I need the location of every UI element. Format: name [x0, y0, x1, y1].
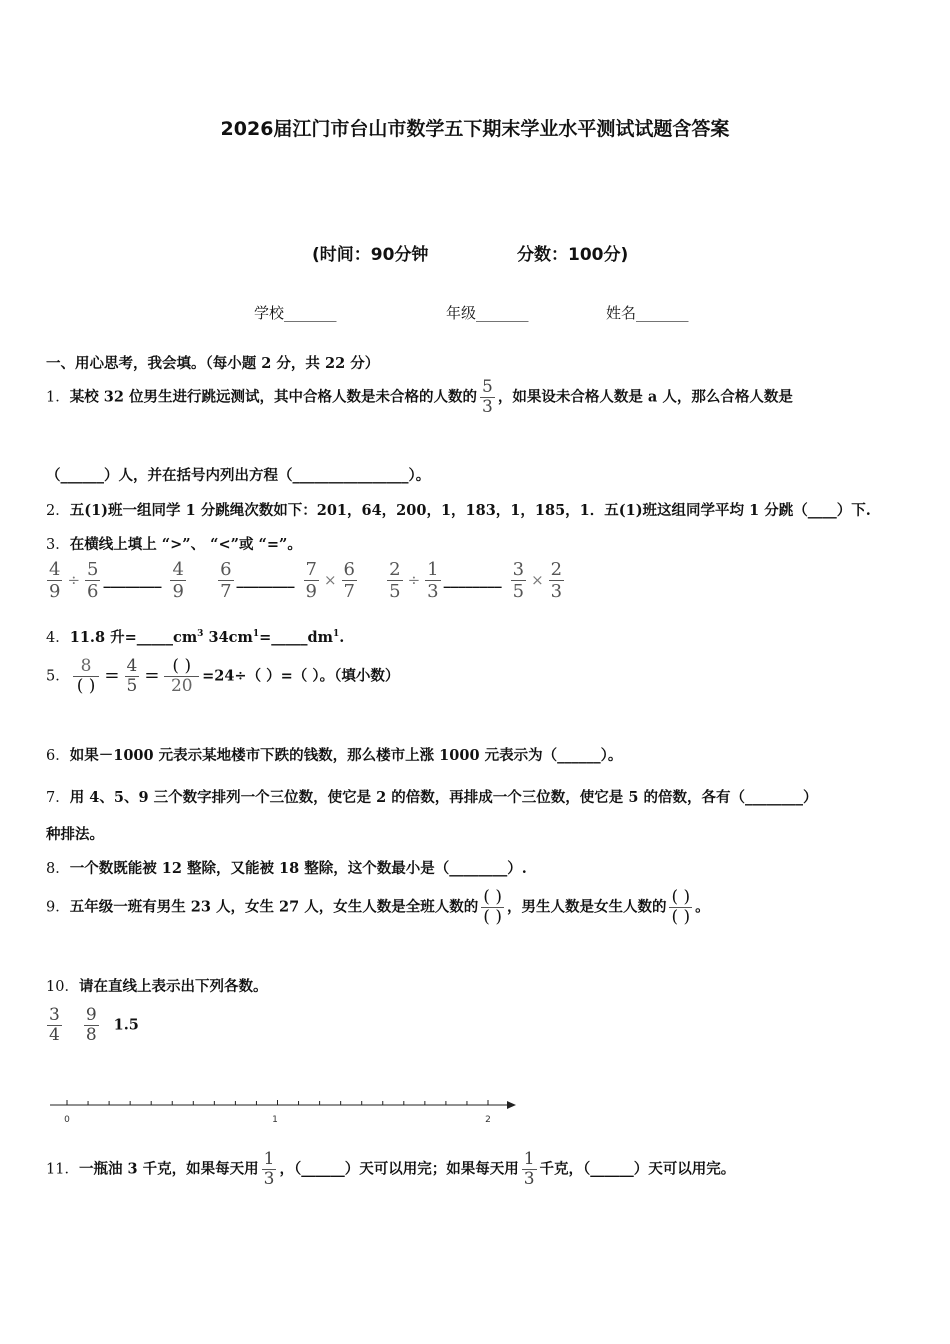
divide-symbol: ÷ [407, 570, 421, 589]
axis-label: 0 [64, 1115, 70, 1125]
fraction: $\frac{5}{6}$ [87, 559, 99, 602]
question-3 [46, 533, 302, 554]
question-11 [46, 1150, 735, 1189]
fraction: $\frac{2}{3}$ [550, 559, 563, 602]
superscript: 1 [333, 629, 340, 640]
school-field[interactable]: 学校_______ [254, 304, 337, 322]
fraction: $\frac{2}{5}$ [389, 559, 401, 602]
question-text: 一个数既能被 12 整除，又能被 18 整除，这个数最小是（________）. [69, 860, 527, 877]
fraction: $\frac{7}{9}$ [305, 559, 317, 602]
question-text: 某校 32 位男生进行跳远测试，其中合格人数是未合格的人数的 [69, 388, 478, 406]
superscript: 3 [197, 629, 204, 640]
exam-score: 分数：100分) [517, 245, 629, 265]
question-number: 9． [46, 899, 70, 916]
question-text: 。 [695, 898, 710, 916]
question-number: 1． [46, 389, 70, 406]
equals-symbol: = [144, 664, 160, 686]
question-text: 五(1)班一组同学 1 分跳绳次数如下：201，64，200，1，183，1，185，1．五(1)班这组同学平均 1 分跳（____）下. [69, 502, 871, 519]
question-1-line2[interactable]: （______）人，并在括号内列出方程（________________）。 [46, 467, 431, 484]
page-title: 2026届江门市台山市数学五下期末学业水平测试试题含答案 [220, 118, 730, 140]
fraction: $\frac{4}{9}$ [172, 559, 184, 602]
question-text: ，（______）天可以用完；如果每天用 [279, 1160, 519, 1178]
question-text: 如果－1000 元表示某地楼市下跌的钱数，那么楼市上涨 1000 元表示为（______）。 [69, 747, 623, 764]
fraction: $\frac{6}{7}$ [220, 559, 232, 602]
question-number: 8． [46, 861, 70, 877]
question-7 [46, 786, 817, 807]
fraction: $\frac{1}{3}$ [263, 1149, 275, 1189]
question-9 [46, 888, 710, 927]
question-number: 11． [46, 1161, 79, 1178]
question-1 [46, 378, 793, 417]
question-text: =_____dm [259, 629, 333, 646]
superscript: 1 [252, 629, 260, 640]
fraction-blank[interactable]: $\frac{( )}{( )}$ [483, 887, 502, 927]
fraction: $\frac{1}{3}$ [427, 559, 439, 602]
name-field[interactable]: 姓名_______ [606, 304, 689, 322]
question-5 [46, 657, 399, 696]
question-number: 10． [46, 979, 79, 995]
question-text: 一瓶油 3 千克，如果每天用 [78, 1160, 259, 1178]
question-text: 五年级一班有男生 23 人，女生 27 人，女生人数是全班人数的 [69, 898, 479, 916]
question-text: 千克，（______）天可以用完。 [539, 1160, 736, 1178]
number-line[interactable] [40, 1090, 530, 1130]
question-text: 在横线上填上 “>”、 “<”或 “=”。 [69, 536, 302, 553]
question-number: 7． [46, 790, 70, 806]
fraction: $\frac{5}{3}$ [482, 377, 493, 417]
number-line-ticks [67, 1100, 488, 1105]
divide-symbol: ÷ [67, 570, 81, 589]
fraction: $\frac{3}{4}$ [49, 1005, 60, 1045]
question-7-line2: 种排法。 [46, 826, 104, 843]
compare-blank[interactable]: ________ [443, 571, 502, 589]
question-text: ，如果设未合格人数是 a 人，那么合格人数是 [497, 388, 793, 406]
question-10 [46, 975, 267, 996]
exam-time: (时间：90分钟 [312, 245, 429, 265]
grade-field[interactable]: 年级_______ [446, 304, 529, 322]
question-4 [46, 626, 344, 647]
compare-blank[interactable]: ________ [103, 571, 162, 589]
fraction: $\frac{4}{5}$ [126, 656, 138, 696]
question-text: 请在直线上表示出下列各数。 [78, 978, 268, 995]
question-text: 34cm [203, 629, 253, 646]
fraction: $\frac{4}{9}$ [49, 559, 61, 602]
question-number: 3． [46, 537, 70, 553]
question-text: 用 4、5、9 三个数字排列一个三位数，使它是 2 的倍数，再排成一个三位数，使它是 5 的倍数，各有（________） [69, 789, 818, 806]
fraction: $\frac{8}{( )}$ [73, 657, 100, 696]
comparison-row [44, 559, 567, 602]
decimal-number: 1.5 [113, 1016, 139, 1034]
fraction: $\frac{3}{5}$ [512, 559, 525, 602]
multiply-symbol: × [323, 570, 337, 589]
question-text: 11.8 升=_____cm [69, 629, 198, 646]
question-number: 5． [46, 668, 70, 685]
fraction: $\frac{6}{7}$ [343, 559, 355, 602]
question-8 [46, 857, 527, 878]
question-text: =24÷（ ）=（ ）。（填小数） [202, 667, 400, 685]
fraction-blank[interactable]: $\frac{( )}{( )}$ [671, 887, 691, 927]
numbers-to-plot [44, 1006, 139, 1045]
axis-label: 2 [485, 1115, 491, 1125]
question-number: 2． [46, 503, 70, 519]
fraction: $\frac{1}{3}$ [523, 1149, 535, 1189]
compare-blank[interactable]: ________ [236, 571, 295, 589]
question-number: 6． [46, 748, 70, 764]
question-text: ，男生人数是女生人数的 [506, 898, 667, 916]
question-number: 4． [46, 630, 70, 646]
equals-symbol: = [104, 664, 120, 686]
axis-label: 1 [272, 1115, 278, 1125]
fraction: $\frac{9}{8}$ [85, 1005, 97, 1045]
section-heading: 一、用心思考，我会填。（每小题 2 分，共 22 分） [46, 355, 380, 372]
question-text: . [339, 629, 345, 646]
multiply-symbol: × [531, 570, 544, 589]
arrow-icon [507, 1101, 516, 1109]
question-6 [46, 744, 622, 765]
fraction: $\frac{( )}{20}$ [164, 657, 199, 696]
question-2 [46, 499, 871, 520]
